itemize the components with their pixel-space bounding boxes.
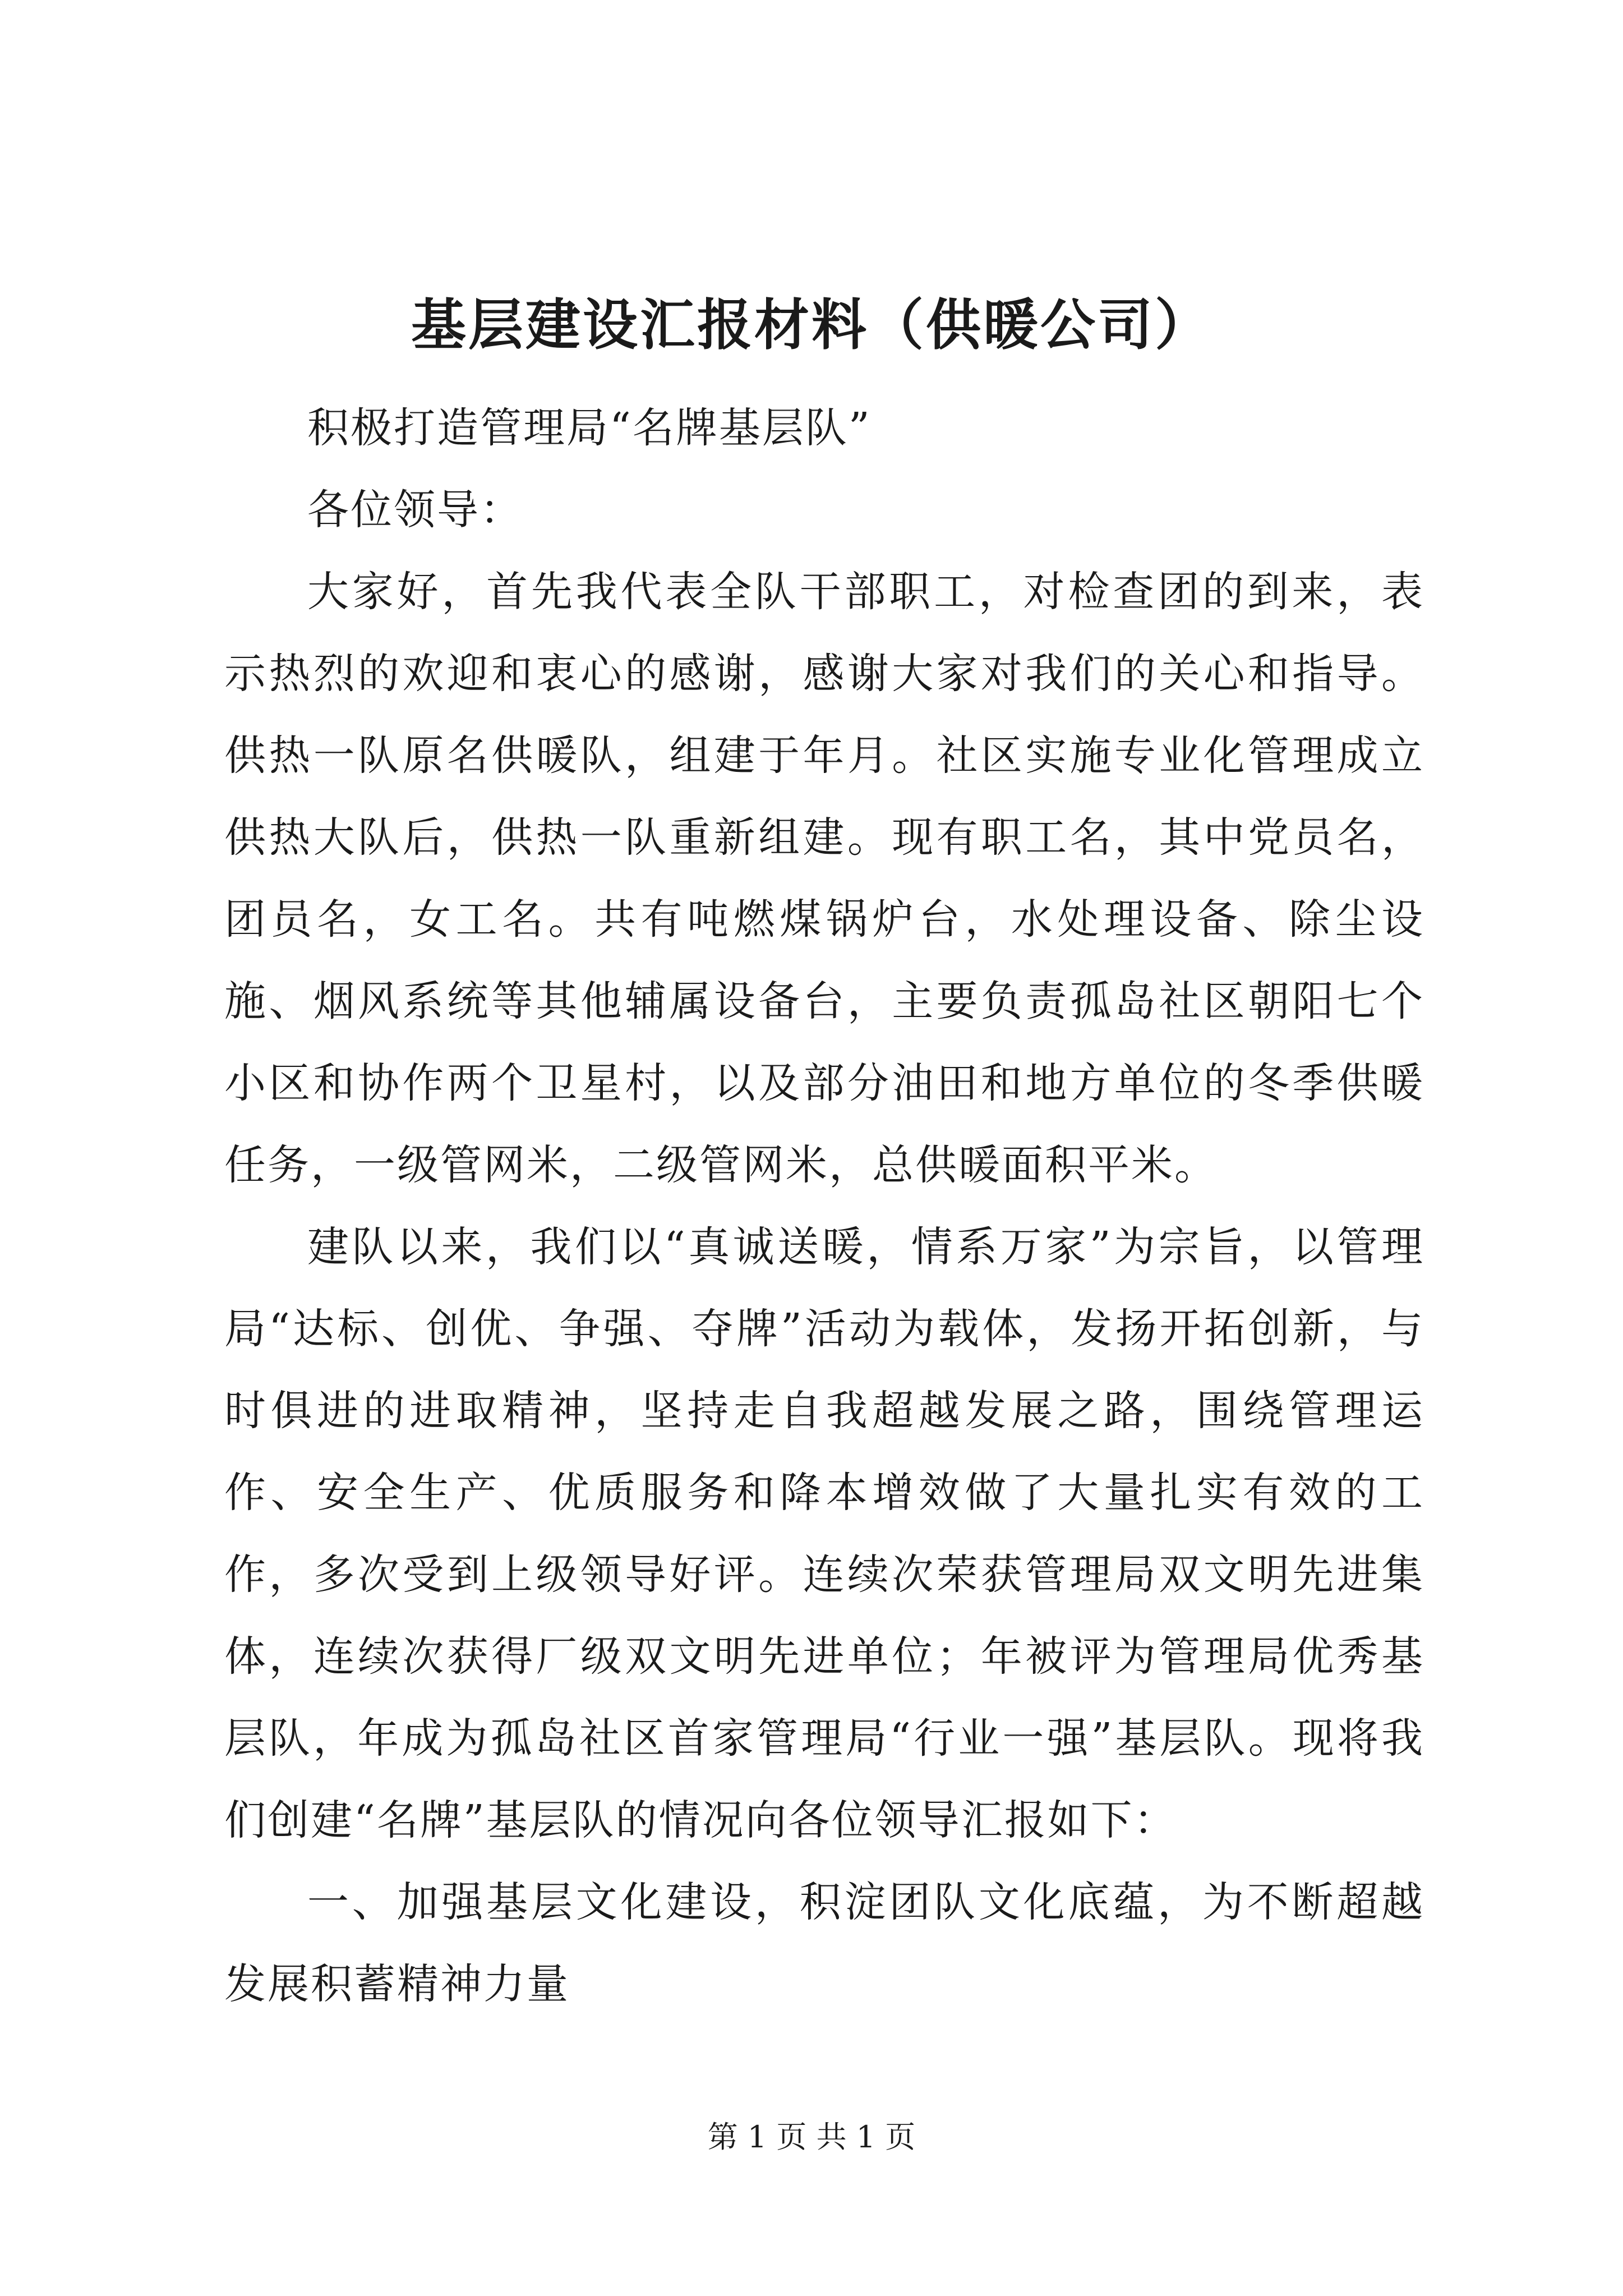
document-body <box>224 387 1424 2025</box>
salutation-paragraph: 各位领导： <box>307 486 523 534</box>
section-heading-paragraph: 一、加强基层文化建设，积淀团队文化底蕴，为不断超越发展积蓄精神力量 <box>224 1878 1424 2008</box>
subtitle-paragraph: 积极打造管理局“名牌基层队” <box>307 404 872 452</box>
page-footer: 第 1 页 共 1 页 <box>707 2119 916 2155</box>
intro-paragraph: 大家好，首先我代表全队干部职工，对检查团的到来，表示热烈的欢迎和衷心的感谢，感谢大家对我们的关心和指导。供热一队原名供暖队，组建于年月。社区实施专业化管理成立供热大队后，供热一队重新组建。现有职工名，其中党员名，团员名，女工名。共有吨燃煤锅炉台，水处理设备、除尘设施、烟风系统等其他辅属设备台，主要负责孤岛社区朝阳七个小区和协作两个卫星村，以及部分油田和地方单位的冬季供暖任务，一级管网米，二级管网米，总供暖面积平米。 <box>224 568 1424 1189</box>
achievements-paragraph: 建队以来，我们以“真诚送暖，情系万家”为宗旨，以管理局“达标、创优、争强、夺牌”活动为载体，发扬开拓创新，与时俱进的进取精神，坚持走自我超越发展之路，围绕管理运作、安全生产、优质服务和降本增效做了大量扎实有效的工作，多次受到上级领导好评。连续次荣获管理局双文明先进集体，连续次获得厂级双文明先进单位；年被评为管理局优秀基层队，年成为孤岛社区首家管理局“行业一强”基层队。现将我们创建“名牌”基层队的情况向各位领导汇报如下： <box>224 1223 1424 1844</box>
document-title: 基层建设汇报材料（供暖公司） <box>411 293 1212 357</box>
